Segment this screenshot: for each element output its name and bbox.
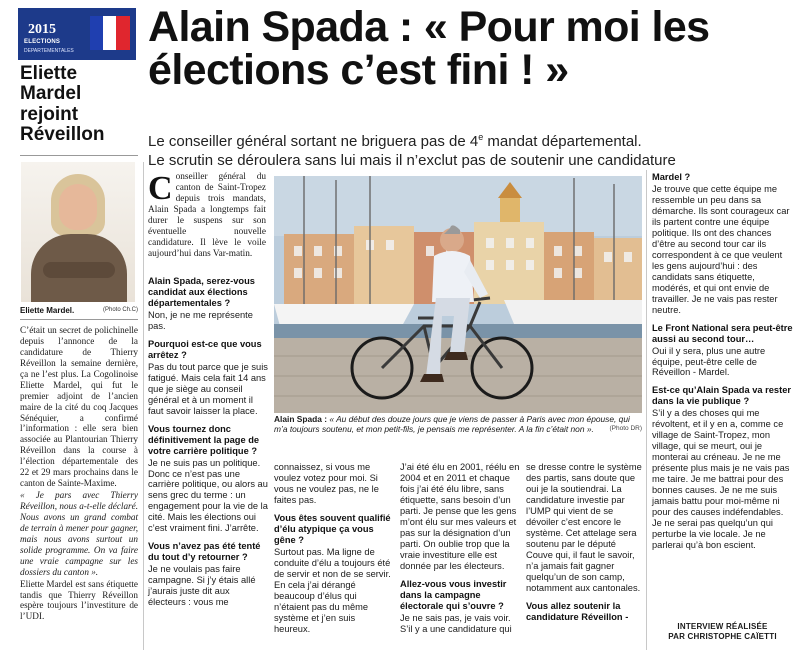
interview-question: Vous allez soutenir la candidature Réveillon -	[526, 600, 629, 622]
sidebar-divider-2	[20, 319, 138, 320]
interview-answer: Je trouve que cette équipe me ressemble un peu dans sa démarche. Ils sont courageux car ils partent contre une équipe politique. Ils ont des chances d’être au second tour car ils correspondent à ce que veulent les gens aujourd’hui : des candidats sans étiquette, modérés, et qui ont envie de travailler. Je ne vais pas rester neutre.	[652, 183, 790, 315]
column-divider	[646, 170, 647, 650]
alain-spada-bicycle-photo	[274, 176, 642, 413]
sidebar-paragraph: C’était un secret de polichinelle depuis l’annonce de la candidature de Thierry Réveillon la semaine dernière, ça ne l’est plus. La Cogolinoise Eliette Mardel, qui fut le premier adjoint de l’ancien maire de la cité du coq Jacques Sénéquier, a confirmé l’information : elle sera bien associée au Plantourian Thierry Réveillon dans la course à l’élection départementale des 22 et 29 mars prochains dans le canton de Sainte-Maxime.	[20, 325, 138, 489]
article-subheadline	[148, 132, 788, 171]
article-lead: Conseiller général du canton de Saint-Tropez depuis trois mandats, Alain Spada a longtemps fait durer le suspens sur son éventuelle nouvelle candidature. Il lève le voile aujourd’hui dans Var-matin.	[148, 170, 266, 260]
interview-column-4	[526, 462, 644, 623]
interview-question: Le Front National sera peut-être aussi au second tour…	[652, 322, 793, 344]
subhead-line-2: Le scrutin se déroulera sans lui mais il n’exclut pas de soutenir une candidature	[148, 151, 676, 169]
main-photo-caption	[274, 415, 642, 434]
interview-answer: S’il y a des choses qui me révoltent, et il y en a, comme ce village de Saint-Tropez, mon village, qui se meurt, oui je monterai au créneau. Je ne me présente plus mais je ne vais pas me taire. Je me battrai pour des bonnes causes. Je ne me suis jamais battu pour moi-même ni pour des causes indéfendables. Je ne serai pas quelqu’un qui perturbe la vie locale. Je ne parlerai qu’à bon escient.	[652, 408, 790, 550]
interview-column-5	[652, 172, 794, 551]
interview-question: Pourquoi est-ce que vous arrêtez ?	[148, 338, 262, 360]
sidebar-photo-caption: Eliette Mardel.	[20, 306, 75, 315]
elections-2015-logo	[18, 8, 136, 60]
interview-column-3	[400, 462, 520, 635]
interview-question: Vous êtes souvent qualifié d’élu atypique ça vous gêne ?	[274, 512, 391, 545]
interview-paragraph: J’ai été élu en 2001, réélu en 2004 et en 2011 et chaque fois j’ai été élu libre, sans étiquette, sans besoin d’un parti. Je pense que les gens m’ont élu sur mes valeurs et pas sur la désignation d’un parti. On oublie trop que la vraie investiture elle est donnée par les électeurs.	[400, 462, 520, 571]
interview-answer: Je ne sais pas, je vais voir. S’il y a une candidature qui	[400, 612, 512, 634]
column-divider	[143, 162, 144, 650]
interview-answer: Je ne suis pas un politique. Donc ce n’est pas une carrière politique, ou alors au sens grec du terme : un engagement pour la vie de la cité. Mais les élections oui c’est vraiment fini. J’arrête.	[148, 457, 268, 534]
eliette-mardel-photo	[21, 162, 135, 302]
harbour-scene-illustration	[274, 176, 642, 413]
sidebar-paragraph-quote: « Je pars avec Thierry Réveillon, nous a-t-elle déclaré. Nous avons un grand combat de terrain à mener pour gagner, mais nous avons surtout un solide programme. On va faire une vraie campagne sur les dossiers du canton ».	[20, 490, 138, 577]
interview-column-1	[148, 276, 268, 608]
interview-answer: Oui il y sera, plus une autre équipe, peut-être celle de Réveillon - Mardel.	[652, 345, 766, 378]
interview-question: Est-ce qu’Alain Spada va rester dans la vie publique ?	[652, 385, 791, 407]
sidebar-title: Eliette Mardel rejoint Réveillon	[20, 63, 105, 145]
caption-speaker: Alain Spada :	[274, 414, 328, 424]
caption-quote: « Au début des douze jours que je viens de passer à Paris avec mon épouse, qui m’a toujours soutenu, et mon petit-fils, je pensais me représenter. A la fin c’était non ».	[274, 414, 630, 434]
caption-credit: (Photo DR)	[609, 424, 642, 432]
interview-question: Vous n’avez pas été tenté du tout d’y retourner ?	[148, 541, 261, 563]
logo-year: 2015	[28, 22, 56, 37]
interview-paragraph: se dresse contre le système des partis, sans doute que oui je la soutiendrai. La candidature investie par l’UMP qui vient de se dévoiler c’est encore le système. Cet attelage sera soutenu par le député Couve qui, il faut le savoir, n’a jamais fait gagner quelqu’un de son camp, notamment aux cantonales.	[526, 462, 642, 593]
interview-answer: Non, je ne me représente pas.	[148, 309, 253, 331]
interview-question: Allez-vous vous investir dans la campagne électorale qui s’ouvre ?	[400, 578, 507, 611]
logo-word2: DEPARTEMENTALES	[24, 48, 74, 54]
sidebar-body	[20, 325, 138, 623]
article-byline	[650, 622, 795, 643]
sidebar-divider	[20, 155, 138, 156]
article-headline: Alain Spada : « Pour moi les élections c’est fini ! »	[148, 3, 710, 94]
logo-word: ELECTIONS	[24, 39, 61, 45]
sidebar-photo-credit: (Photo Ch.C)	[102, 307, 138, 313]
sidebar-paragraph: Eliette Mardel est sans étiquette tandis que Thierry Réveillon espère toujours l’investiture de l’UDI.	[20, 578, 138, 622]
byline-line-2: PAR CHRISTOPHE CAÏETTI	[668, 632, 777, 642]
subhead-line-1: Le conseiller général sortant ne briguera pas de 4e mandat départemental.	[148, 132, 642, 150]
interview-question: Vous tournez donc définitivement la page de votre carrière politique ?	[148, 423, 260, 456]
byline-line-1: INTERVIEW RÉALISÉE	[677, 622, 768, 631]
interview-question: Alain Spada, serez-vous candidat aux élections départementales ?	[148, 276, 255, 308]
interview-answer: Je ne voulais pas faire campagne. Si j’y étais allé j’aurais juste dit aux électeurs : vous me	[148, 564, 256, 608]
french-flag-icon	[90, 16, 130, 50]
interview-column-2	[274, 462, 392, 635]
interview-answer: Surtout pas. Ma ligne de conduite d’élu a toujours été de servir et non de se servir. En cela j’ai dérangé beaucoup d’élus qui n’étaient pas du même système et j’en suis heureux.	[274, 546, 391, 634]
drop-cap: C	[148, 170, 173, 207]
interview-question: Mardel ?	[652, 172, 691, 182]
interview-paragraph: connaissez, si vous me voulez votez pour moi. Si vous ne voulez pas, ne le faites pas.	[274, 462, 379, 505]
interview-answer: Pas du tout parce que je suis fatigué. Mais cela fait 14 ans que je siège au conseil général et à un moment il faut savoir laisser la place.	[148, 361, 268, 416]
